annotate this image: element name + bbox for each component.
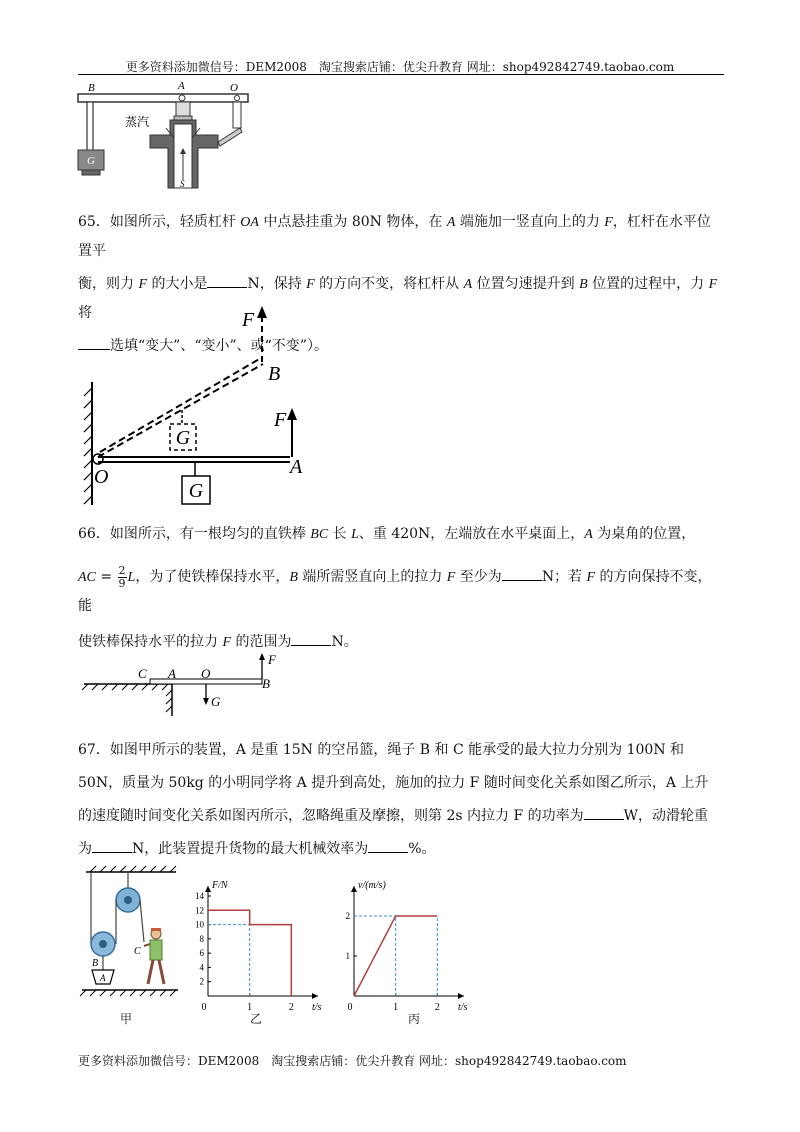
q65-text: 中点悬挂重为 80N 物体，在: [258, 214, 447, 230]
label-B: B: [88, 82, 95, 94]
label-F-right: F: [274, 409, 287, 431]
q66-var: A: [584, 527, 593, 542]
q66-var: F: [586, 570, 596, 585]
y-axis-arrow: [351, 886, 357, 892]
label-C: C: [138, 666, 147, 681]
q66-var: BC: [310, 527, 329, 542]
q67-line4: [78, 835, 724, 863]
q66-line1: [78, 520, 724, 549]
q67-line3: [78, 802, 724, 830]
q66-text: 长: [328, 526, 352, 542]
y-tick-label: 2: [345, 911, 350, 921]
q66-text: 为桌角的位置，: [592, 526, 696, 542]
q67-text: 为: [78, 841, 92, 857]
q66-text: 至少为: [455, 569, 502, 585]
q65-var: F: [604, 215, 613, 230]
y-axis-label: v/(m/s): [358, 880, 386, 891]
header-rule: [78, 74, 724, 75]
q66-number: 66．: [78, 526, 110, 542]
label-S: S: [180, 179, 185, 189]
q65-text: 将: [78, 305, 92, 321]
label-G-dashed: G: [175, 427, 191, 449]
q65-text: 如图所示，轻质杠杆: [109, 214, 241, 230]
label-A: A: [100, 973, 106, 983]
answer-blank[interactable]: [291, 631, 331, 646]
q66-text: 的范围为: [231, 634, 292, 650]
label-F: F: [268, 652, 276, 667]
caption-bing: 丙: [408, 1012, 421, 1026]
y-tick-label: 6: [199, 948, 204, 959]
q66-text: 端所需竖直向上的拉力: [297, 569, 447, 585]
q66-var: L: [127, 570, 136, 585]
answer-blank[interactable]: [368, 838, 408, 853]
q66-text: N；若: [541, 569, 587, 585]
q65-var: A: [446, 215, 456, 230]
y-axis-label: F/N: [212, 880, 228, 891]
y-tick-label: 2: [199, 976, 204, 987]
q65-text: ，杠杆在水平位置平: [78, 214, 711, 259]
q65-text: 端施加一竖直向上的力: [455, 214, 605, 230]
question-66: [78, 520, 724, 657]
label-O: O: [230, 82, 238, 94]
force-time-chart: [190, 878, 340, 1013]
label-G: G: [211, 694, 221, 709]
q65-text: 衡，则力: [78, 276, 139, 292]
x-tick-label: 2: [288, 1002, 294, 1013]
velocity-time-chart: [336, 878, 486, 1013]
q67-text: 的速度随时间变化关系如图丙所示，忽略绳重及摩擦，则第 2s 内拉力 F 的功率为: [78, 808, 584, 824]
fraction-2-9: [118, 565, 127, 590]
origin-label: 0: [201, 1002, 207, 1013]
x-axis-arrow: [458, 993, 464, 999]
y-tick-label: 12: [195, 905, 204, 916]
y-axis-arrow: [205, 886, 211, 892]
q67-line1: [78, 736, 724, 764]
label-steam: 蒸汽: [125, 115, 150, 129]
answer-blank[interactable]: [92, 838, 132, 853]
y-tick-label: 10: [195, 919, 204, 930]
answer-blank[interactable]: [207, 273, 247, 288]
q65-line1: [78, 208, 724, 265]
q65-text: N，保持: [247, 276, 307, 292]
steam-lever-figure: [70, 80, 260, 195]
q66-var: F: [446, 570, 456, 585]
label-O: O: [201, 666, 211, 681]
label-A: A: [178, 80, 185, 92]
x-axis-label: t/s: [458, 1002, 468, 1013]
answer-blank[interactable]: [584, 805, 624, 820]
q66-text: 如图所示，有一根均匀的直铁棒: [109, 526, 311, 542]
q67-line2: [78, 769, 724, 797]
q66-var: B: [289, 570, 298, 585]
y-tick-label: 4: [199, 962, 204, 973]
label-A: A: [168, 666, 176, 681]
q65-var: F: [708, 277, 718, 292]
y-tick-label: 1: [345, 951, 350, 961]
caption-yi: 乙: [250, 1012, 263, 1026]
q66-text: 的方向保持不变，能: [78, 569, 712, 614]
y-tick-label: 8: [199, 933, 204, 944]
q67-text: N，此装置提升货物的最大机械效率为: [132, 841, 369, 857]
q66-var: L: [351, 527, 359, 542]
pulley-figure-jia: [78, 862, 188, 1012]
label-O: O: [94, 466, 109, 488]
q67-text: 如图甲所示的装置，A 是重 15N 的空吊篮，绳子 B 和 C 能承受的最大拉力分别为 100N 和: [109, 742, 685, 758]
q65-text: 选填“变大”、“变小”、或“不变”）。: [110, 338, 328, 354]
origin-label: 0: [347, 1002, 353, 1013]
question-67: [78, 736, 724, 863]
q66-text: ，为了使铁棒保持水平，: [135, 569, 290, 585]
q65-var: OA: [240, 215, 259, 230]
q65-var: F: [138, 277, 148, 292]
label-A: A: [290, 456, 303, 478]
x-tick-label: 1: [247, 1002, 253, 1013]
label-B: B: [262, 676, 270, 691]
label-C: C: [134, 946, 141, 957]
q65-text: 位置的过程中，力: [587, 276, 709, 292]
x-axis-label: t/s: [312, 1002, 322, 1013]
q65-var: F: [306, 277, 315, 292]
q66-text: N。: [331, 634, 358, 650]
x-tick-label: 1: [393, 1002, 399, 1013]
iron-rod-figure-66: [78, 648, 288, 723]
x-tick-label: 2: [434, 1002, 440, 1013]
q67-text: W，动滑轮重: [623, 808, 708, 824]
lever-figure-65: [78, 300, 338, 515]
label-G: G: [87, 155, 95, 167]
answer-blank[interactable]: [502, 566, 542, 581]
q65-var: B: [579, 277, 588, 292]
q66-text: 使铁棒保持水平的拉力: [78, 634, 223, 650]
q67-number: 67．: [78, 742, 110, 758]
q66-var: AC: [78, 570, 96, 585]
page-header: 更多资料添加微信号：DEM2008 淘宝搜索店铺：优尖升教育 网址：shop492842749.taobao.com: [125, 60, 675, 74]
q66-line2: [78, 563, 724, 620]
q67-text: 50N，质量为 50kg 的小明同学将 A 提升到高处，施加的拉力 F 随时间变化关系如图乙所示，A 上升: [78, 775, 709, 791]
label-B: B: [92, 958, 99, 969]
label-G-box: G: [188, 480, 204, 502]
q65-text: 的方向不变，将杠杆从: [314, 276, 464, 292]
frac-den: 9: [118, 576, 126, 590]
q65-text: 位置匀速提升到: [472, 276, 580, 292]
x-axis-arrow: [312, 993, 318, 999]
label-F-top: F: [242, 309, 255, 331]
q65-var: A: [463, 277, 473, 292]
q67-text: %。: [408, 841, 436, 857]
y-tick-label: 14: [195, 891, 204, 901]
frac-num: 2: [118, 563, 126, 577]
q65-number: 65．: [78, 214, 110, 230]
label-B: B: [268, 363, 281, 385]
q66-var: F: [222, 635, 232, 650]
page-footer: 更多资料添加微信号：DEM2008 淘宝搜索店铺：优尖升教育 网址：shop492842749.taobao.com: [78, 1054, 627, 1068]
q66-text: =: [95, 569, 117, 585]
q66-text: 、重 420N，左端放在水平桌面上，: [358, 526, 585, 542]
caption-jia: 甲: [120, 1012, 133, 1026]
q65-text: 的大小是: [147, 276, 208, 292]
